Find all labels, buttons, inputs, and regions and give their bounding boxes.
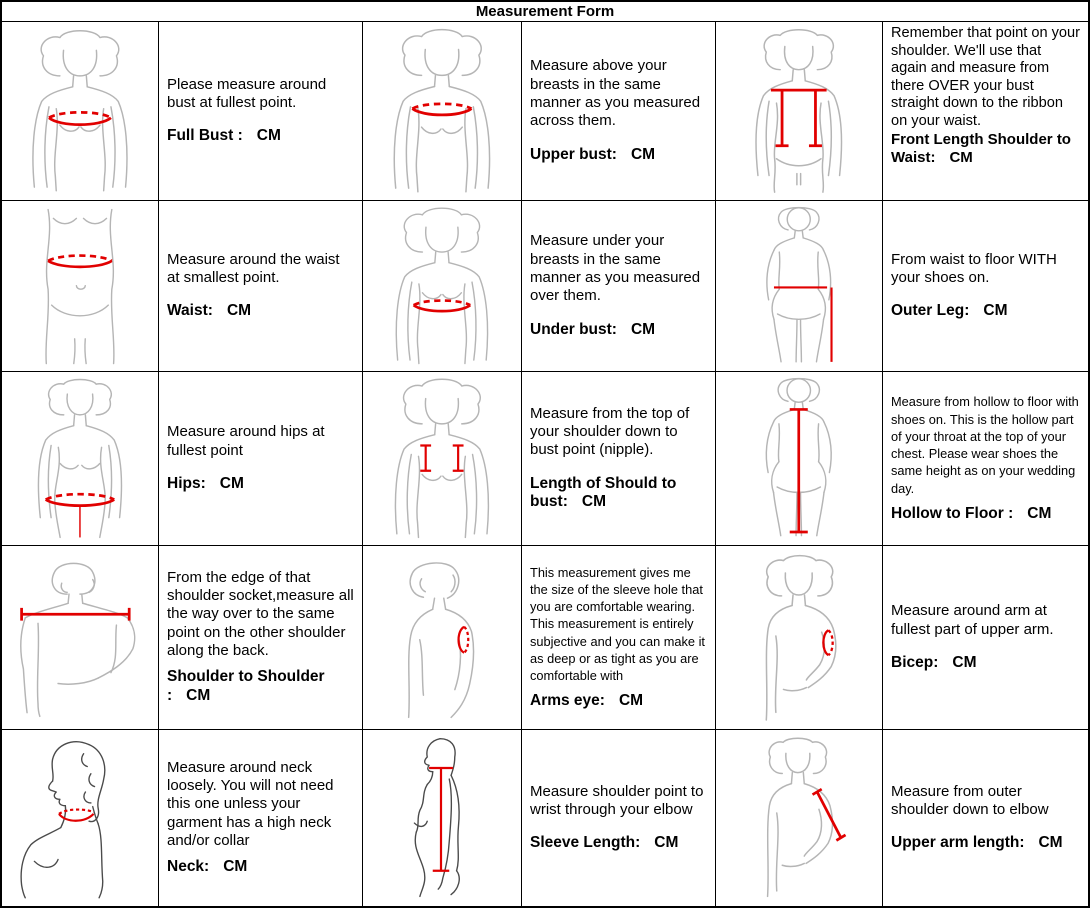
- measurement-label: Hips:: [167, 474, 206, 492]
- measurement-desc: From the edge of that shoulder socket,measure all the way over to the same point on the other shoulder along the back.: [167, 568, 354, 660]
- measurement-cell-upper-arm-length: [883, 730, 1088, 906]
- measurement-label: Upper bust:: [530, 145, 617, 163]
- figure-cell-shoulder-to-bust: [363, 372, 522, 546]
- measurement-cell-hips: [159, 372, 363, 546]
- measurement-label: Shoulder to Shoulder :: [167, 668, 325, 705]
- measurement-desc: Measure from hollow to floor with shoes on. This is the hollow part of your throat at the top of your chest. Please wear shoes the same height as on your wedding day.: [891, 394, 1079, 496]
- measurement-desc: Measure around neck loosely. You will not need this one unless your garment has a high neck and/or collar: [167, 758, 334, 849]
- measurement-label: Length of Should to bust:: [530, 474, 677, 511]
- measurement-label: Sleeve Length:: [530, 834, 641, 852]
- measurement-unit: CM: [630, 145, 656, 163]
- measurement-label: Under bust:: [530, 320, 617, 338]
- full-bust-figure: [7, 27, 153, 194]
- measurement-label: Hollow to Floor :: [891, 504, 1014, 522]
- figure-cell-arms-eye: [363, 546, 522, 730]
- measurement-cell-under-bust: [522, 201, 716, 372]
- measurement-cell-outer-leg: [883, 201, 1088, 372]
- bicep-figure: [721, 552, 877, 724]
- measurement-label: Neck:: [167, 858, 210, 876]
- figure-cell-shoulder-to-shoulder: [2, 546, 159, 730]
- figure-cell-bicep: [716, 546, 883, 730]
- measurement-cell-bicep: [883, 546, 1088, 730]
- upper-arm-length-figure: [721, 735, 877, 900]
- measurement-cell-upper-bust: [522, 22, 716, 201]
- measurement-unit: CM: [223, 858, 248, 876]
- measurement-desc: Measure around the waist at smallest point.: [167, 250, 340, 287]
- measurement-unit: CM: [226, 302, 252, 320]
- measurement-cell-front-length: [883, 22, 1088, 201]
- figure-cell-upper-arm-length: [716, 730, 883, 906]
- figure-cell-sleeve-length: [363, 730, 522, 906]
- measurement-cell-full-bust: [159, 22, 363, 201]
- measurement-unit: CM: [952, 653, 977, 671]
- measurement-unit: CM: [219, 474, 244, 492]
- measurement-unit: CM: [1027, 504, 1052, 522]
- shoulder-to-shoulder-figure: [7, 552, 153, 724]
- figure-cell-hips: [2, 372, 159, 546]
- measurement-cell-neck: [159, 730, 363, 906]
- measurement-desc: Measure around arm at fullest part of upper arm.: [891, 602, 1054, 638]
- measurement-label: Upper arm length:: [891, 834, 1025, 852]
- measurement-cell-hollow-to-floor: [883, 372, 1088, 546]
- figure-cell-front-length: [716, 22, 883, 201]
- measurement-desc: Please measure around bust at fullest point.: [167, 75, 327, 112]
- measurement-unit: CM: [256, 127, 281, 145]
- measurement-unit: CM: [618, 692, 644, 710]
- measurement-label: Front Length Shoulder to Waist:: [891, 131, 1071, 166]
- figure-cell-waist: [2, 201, 159, 372]
- measurement-unit: CM: [630, 320, 656, 338]
- measurement-label: Outer Leg:: [891, 302, 970, 320]
- arms-eye-figure: [368, 552, 516, 724]
- measurement-desc: Measure shoulder point to wrist through your elbow: [530, 782, 704, 819]
- measurement-label: Bicep:: [891, 653, 939, 671]
- measurement-cell-arms-eye: [522, 546, 716, 730]
- figure-cell-full-bust: [2, 22, 159, 201]
- waist-figure: [7, 206, 153, 365]
- measurement-desc: Measure above your breasts in the same manner as you measured across them.: [530, 57, 701, 130]
- measurement-unit: CM: [983, 302, 1008, 320]
- upper-bust-figure: [368, 27, 516, 194]
- form-title: Measurement Form: [2, 2, 1088, 22]
- measurement-cell-sleeve-length: [522, 730, 716, 906]
- neck-figure: [7, 735, 153, 900]
- measurement-unit: CM: [949, 149, 973, 166]
- measurement-desc: Measure from outer shoulder down to elbow: [891, 782, 1049, 819]
- measurement-label: Waist:: [167, 302, 213, 320]
- measurement-cell-shoulder-to-bust: [522, 372, 716, 546]
- measurement-desc: This measurement gives me the size of the sleeve hole that you are comfortable wearing. This measurement is entirely subjective and you can make it as deep or as tight as you are comfortable with: [530, 564, 705, 684]
- figure-cell-outer-leg: [716, 201, 883, 372]
- measurement-desc: Remember that point on your shoulder. We'll use that again and measure from there OVER your bust straight down to the ribbon on your waist.: [891, 25, 1081, 129]
- measurement-desc: Measure under your breasts in the same manner as you measured over them.: [530, 232, 701, 305]
- measurement-cell-waist: [159, 201, 363, 372]
- length-of-shoulder-to-bust-figure: [368, 377, 516, 539]
- measurement-label: Full Bust :: [167, 127, 243, 145]
- measurement-unit: CM: [186, 687, 211, 705]
- hollow-to-floor-figure: [721, 377, 877, 539]
- measurement-desc: Measure from the top of your shoulder down to bust point (nipple).: [530, 404, 690, 459]
- figure-cell-neck: [2, 730, 159, 906]
- measurement-unit: CM: [654, 834, 679, 852]
- measurement-desc: Measure around hips at fullest point: [167, 423, 325, 459]
- under-bust-figure: [368, 206, 516, 365]
- outer-leg-figure: [721, 206, 877, 365]
- figure-cell-hollow-to-floor: [716, 372, 883, 546]
- measurement-label: Arms eye:: [530, 692, 605, 710]
- figure-cell-upper-bust: [363, 22, 522, 201]
- measurement-unit: CM: [581, 493, 606, 511]
- measurement-unit: CM: [1038, 834, 1063, 852]
- hips-figure: [7, 377, 153, 539]
- measurement-desc: From waist to floor WITH your shoes on.: [891, 250, 1057, 287]
- sleeve-length-figure: [368, 735, 516, 900]
- measurement-cell-shoulder-to-shoulder: [159, 546, 363, 730]
- front-length-shoulder-to-waist-figure: [721, 27, 877, 194]
- figure-cell-under-bust: [363, 201, 522, 372]
